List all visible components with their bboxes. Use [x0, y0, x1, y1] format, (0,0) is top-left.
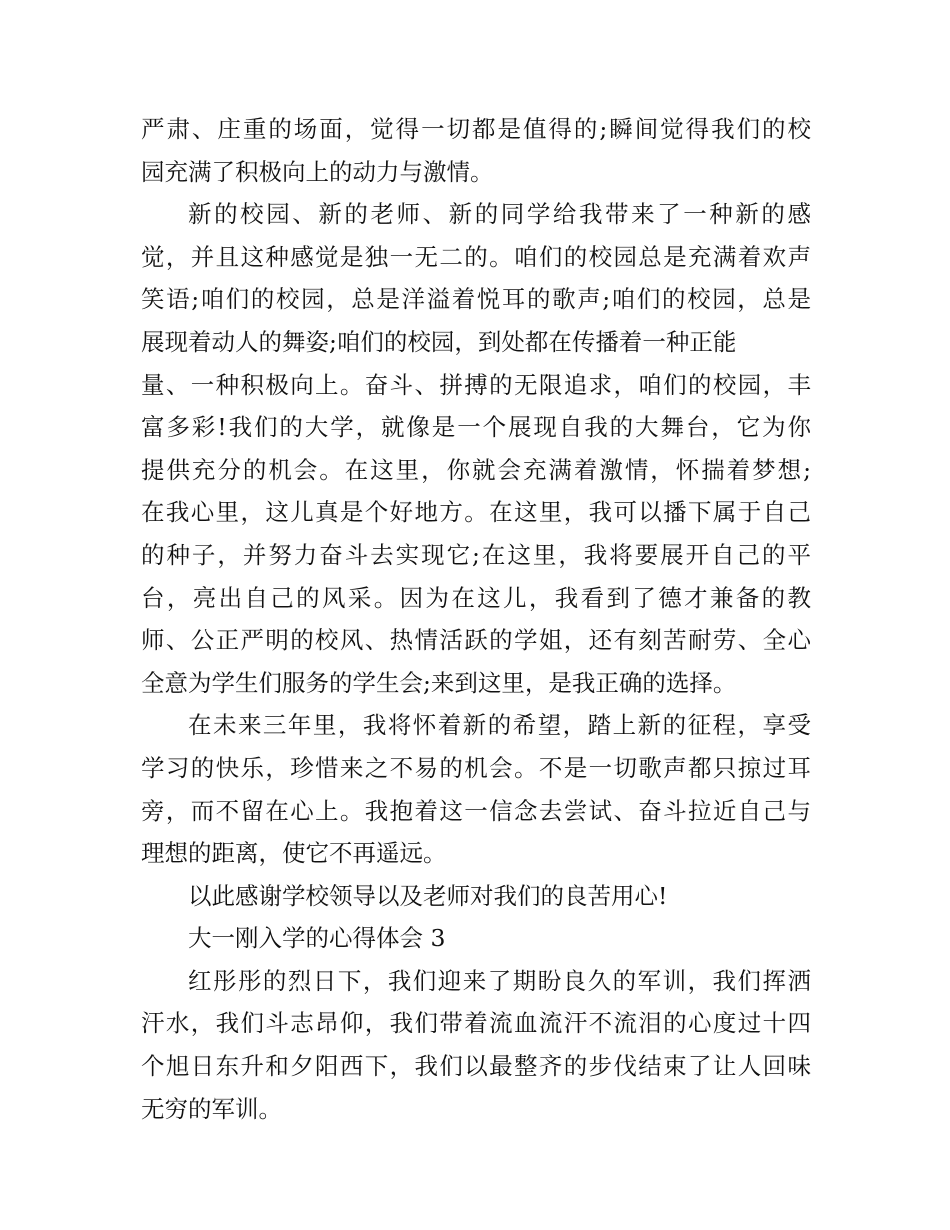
text-line: 展现着动人的舞姿;咱们的校园，到处都在传播着一种正能: [141, 327, 737, 356]
text-line: 在未来三年里，我将怀着新的希望，踏上新的征程，享受: [188, 711, 811, 740]
text-line: 严肃、庄重的场面，觉得一切都是值得的;瞬间觉得我们的校: [141, 115, 811, 143]
text-line: 新的校园、新的老师、新的同学给我带来了一种新的感: [188, 200, 811, 229]
text-line: 的种子，并努力奋斗去实现它;在这里，我将要展开自己的平: [141, 540, 811, 569]
text-line: 富多彩!我们的大学，就像是一个展现自我的大舞台，它为你: [141, 413, 811, 442]
text-line: 学习的快乐，珍惜来之不易的机会。不是一切歌声都只掠过耳: [141, 753, 811, 782]
text-line: 量、一种积极向上。奋斗、拼搏的无限追求，咱们的校园，丰: [141, 370, 811, 399]
text-line: 师、公正严明的校风、热情活跃的学姐，还有刻苦耐劳、全心: [141, 626, 811, 655]
text-line: 全意为学生们服务的学生会;来到这里，是我正确的选择。: [141, 668, 737, 697]
text-line: 旁，而不留在心上。我抱着这一信念去尝试、奋斗拉近自己与: [141, 796, 811, 825]
text-line: 大一刚入学的心得体会 3: [188, 924, 446, 953]
text-line: 以此感谢学校领导以及老师对我们的良苦用心!: [188, 881, 668, 910]
text-line: 理想的距离，使它不再遥远。: [141, 839, 447, 868]
text-line: 红彤彤的烈日下，我们迎来了期盼良久的军训，我们挥洒: [188, 966, 811, 995]
text-line: 个旭日东升和夕阳西下，我们以最整齐的步伐结束了让人回味: [141, 1052, 811, 1081]
body-text: [141, 108, 811, 1130]
text-line: 觉，并且这种感觉是独一无二的。咱们的校园总是充满着欢声: [141, 242, 811, 271]
text-line: 提供充分的机会。在这里，你就会充满着激情，怀揣着梦想;: [141, 455, 811, 484]
text-line: 笑语;咱们的校园，总是洋溢着悦耳的歌声;咱们的校园，总是: [141, 285, 811, 314]
text-line: 汗水，我们斗志昂仰，我们带着流血流汗不流泪的心度过十四: [141, 1009, 811, 1038]
text-line: 无穷的军训。: [141, 1094, 282, 1123]
text-line: 台，亮出自己的风采。因为在这儿，我看到了德才兼备的教: [141, 583, 811, 612]
text-line: 在我心里，这儿真是个好地方。在这里，我可以播下属于自己: [141, 498, 811, 527]
text-line: 园充满了积极向上的动力与激情。: [141, 157, 494, 186]
